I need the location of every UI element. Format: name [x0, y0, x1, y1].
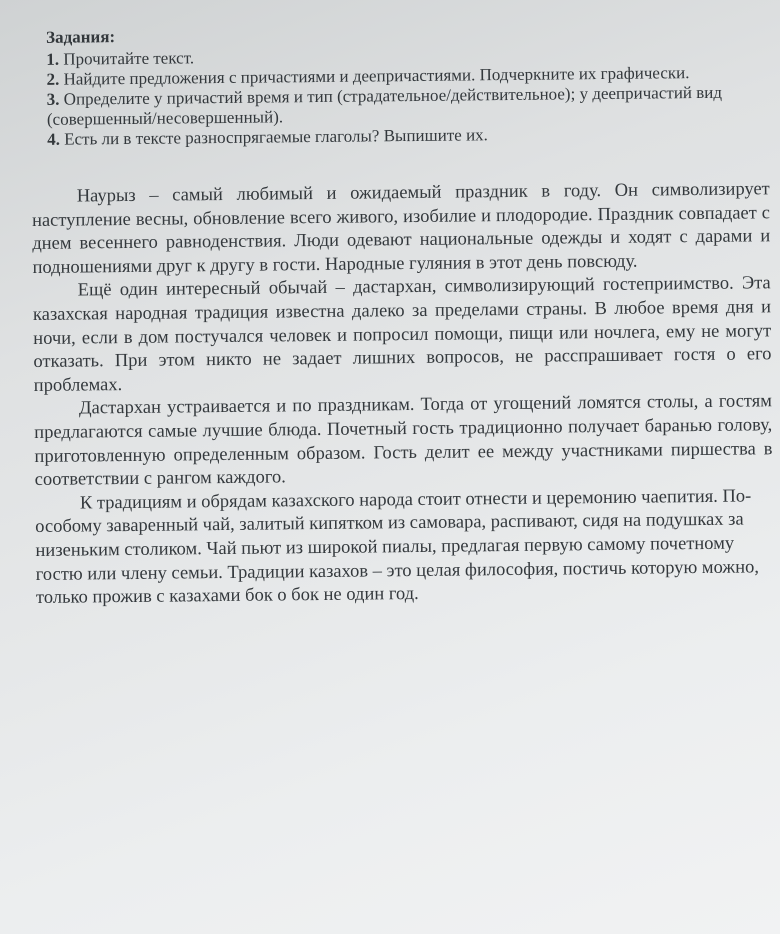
document-page — [30, 20, 774, 610]
task-number: 4. — [47, 129, 61, 149]
tasks-section — [46, 20, 769, 150]
task-text: Определите у причастий время и тип (страдательное/действительное); у деепричастий вид (совершенный/несовершенный). — [46, 82, 723, 129]
task-text: Есть ли в тексте разноспрягаемые глаголы? Выпишите их. — [64, 125, 488, 149]
text-paragraph: К традициям и обрядам казахского народа стоит отнести и церемонию чаепития. По-особому заваренный чай, залитый кипятком из самовара, распивают, сидя на подушках за низеньким столиком. Чай пьют из широкой пиалы, предлагая первую самому почетному гостю или члену семьи. Традиции казахов – это целая философия, постичь которую можно, только прожив с казахами бок о бок не один год. — [35, 486, 760, 609]
task-number: 2. — [46, 69, 60, 89]
task-number: 1. — [46, 49, 60, 69]
tasks-title: Задания: — [45, 27, 116, 47]
task-text: Найдите предложения с причастиями и деепричастиями. Подчеркните их графически. — [63, 63, 690, 89]
text-paragraph: Ещё один интересный обычай – дастархан, символизирующий гостеприимство. Эта казахская народная традиция известна далеко за пределами страны. В любое время дня и ночи, если в дом постучался человек и попросил помощи, пищи или ночлега, ему не могут отказать. При этом никто не задает лишних вопросов, не расспрашивает гостя о его проблемах. — [32, 273, 772, 396]
task-number: 3. — [46, 89, 60, 109]
text-paragraph: Дастархан устраивается и по праздникам. Тогда от угощений ломятся столы, а гостям предлагаются самые лучшие блюда. Почетный гость традиционно получает баранью голову, приготовленную определенным образом. Гость делит ее между участниками пиршества в соответствии с рангом каждого. — [34, 391, 773, 491]
reading-text — [32, 178, 774, 610]
task-text: Прочитайте текст. — [63, 48, 195, 69]
text-paragraph: Наурыз – самый любимый и ожидаемый праздник в году. Он символизирует наступление весны, обновление всего живого, изобилие и плодородие. Праздник совпадает с днем весеннего равноденствия. Люди одевают национальные одежды и ходят с дарами и подношениями друг к другу в гости. Народные гуляния в этот день повсюду. — [31, 179, 771, 278]
